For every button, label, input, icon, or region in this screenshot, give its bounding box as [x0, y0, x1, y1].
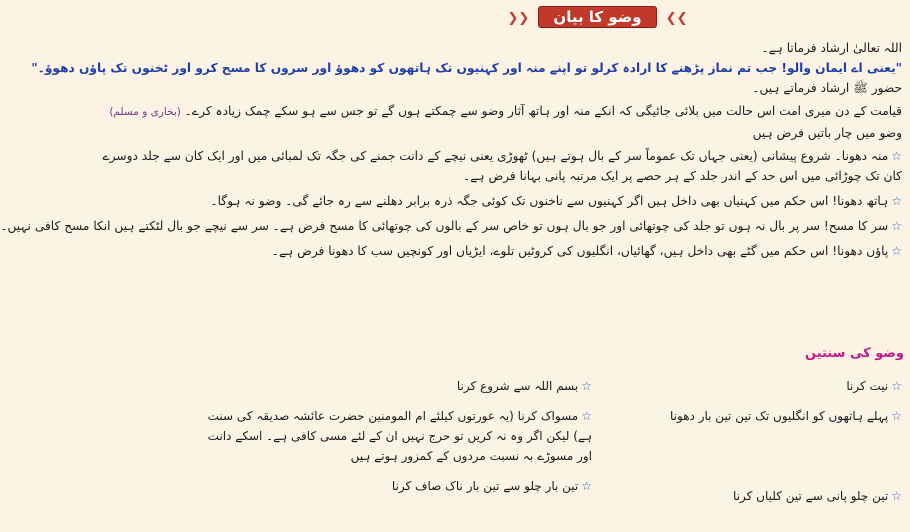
star-icon: ☆ — [891, 489, 902, 503]
ornament-right-icon: ❯❯ — [665, 11, 688, 26]
hadith-text: قیامت کے دن میری امت اس حالت میں بلائی جائیگی کہ انکے منہ اور ہاتھ آثار وضو سے چمکتے ہوں گے تو جس سے ہو سکے چمک زیادہ کرے۔ — [184, 104, 902, 118]
sunnat-item-cont: ہے) لیکن اگر وہ نہ کریں تو حرج نہیں ان کے لئے مسی کافی ہے۔ اسکے دانت — [207, 429, 592, 443]
sunnat-item: ☆تین بار چلو سے تین بار ناک صاف کرنا — [391, 479, 592, 493]
farz-item: ☆پاؤں دھونا! اس حکم میں گٹے بھی داخل ہیں، گھائیاں، انگلیوں کی کروٹیں تلوے، ایڑیاں اور کونچیں سب کا دھونا فرض ہے۔ — [271, 244, 902, 258]
sunnat-item: ☆تین چلو پانی سے تین کلیاں کرنا — [733, 489, 902, 503]
star-icon: ☆ — [891, 149, 902, 163]
farz-item: ☆سر کا مسح! سر پر بال نہ ہوں تو جلد کی چوتھائی اور جو بال ہوں تو خاص سر کے بالوں کی چوتھائی کا مسح فرض ہے۔ سر سے نیچے جو بال لٹکتے ہیں انکا مسح کافی نہیں۔ — [0, 219, 902, 233]
star-icon: ☆ — [891, 244, 902, 258]
star-icon: ☆ — [891, 219, 902, 233]
sunnat-item-cont: اور مسوڑے بہ نسبت مردوں کے کمزور ہوتے ہیں — [350, 449, 592, 463]
sunnat-item: ☆پہلے ہاتھوں کو انگلیوں تک تین تین بار دھونا — [670, 409, 902, 423]
star-icon: ☆ — [891, 194, 902, 208]
star-icon: ☆ — [581, 409, 592, 423]
farz-item: ☆منہ دھونا۔ شروع پیشانی (یعنی جہاں تک عموماً سر کے بال ہوتے ہیں) ٹھوڑی یعنی نیچے کے دانت جمنے کی جگہ تک لمبائی میں اور ایک کان سے جلد دوسرے — [102, 149, 902, 163]
sunnat-item: ☆مسواک کرنا (یہ عورتوں کیلئے ام المومنین حضرت عائشہ صدیقہ کی سنت — [207, 409, 592, 423]
sunnat-heading: وضو کی سنتیں — [805, 346, 904, 361]
title-bar — [285, 6, 910, 28]
quran-verse: "یعنی اے ایمان والو! جب تم نماز پڑھنے کا ارادہ کرلو تو اپنے منہ اور کہنیوں تک ہاتھوں کو دھوؤ اور سروں کا مسح کرو اور ٹخنوں تک پاؤں دھوؤ۔" — [31, 61, 902, 75]
farz-item-cont: کان تک چوڑائی میں اس حد کے اندر جلد کے ہر حصے پر ایک مرتبہ پانی بہانا فرض ہے۔ — [463, 169, 902, 183]
star-icon: ☆ — [581, 379, 592, 393]
page-title: وضو کا بیان — [538, 6, 656, 28]
star-icon: ☆ — [891, 379, 902, 393]
ornament-left-icon: ❮❮ — [507, 11, 530, 26]
intro-line-3: حضور ﷺ ارشاد فرماتے ہیں۔ — [752, 81, 902, 95]
farz-item: ☆ہاتھ دھونا! اس حکم میں کہنیاں بھی داخل ہیں اگر کہنیوں سے ناخنوں تک کوئی جگہ ذرہ برابر دھلنے سے رہ جائے گی۔ وضو نہ ہوگا۔ — [210, 194, 902, 208]
hadith-reference: (بخاری و مسلم) — [109, 106, 181, 118]
sunnat-item: ☆نیت کرنا — [846, 379, 902, 393]
star-icon: ☆ — [581, 479, 592, 493]
intro-line-1: اللہ تعالیٰ ارشاد فرماتا ہے۔ — [761, 41, 902, 55]
hadith-line — [109, 103, 902, 121]
sunnat-item: ☆بسم اللہ سے شروع کرنا — [456, 379, 592, 393]
farz-intro: وضو میں چار باتیں فرض ہیں — [752, 126, 902, 140]
star-icon: ☆ — [891, 409, 902, 423]
